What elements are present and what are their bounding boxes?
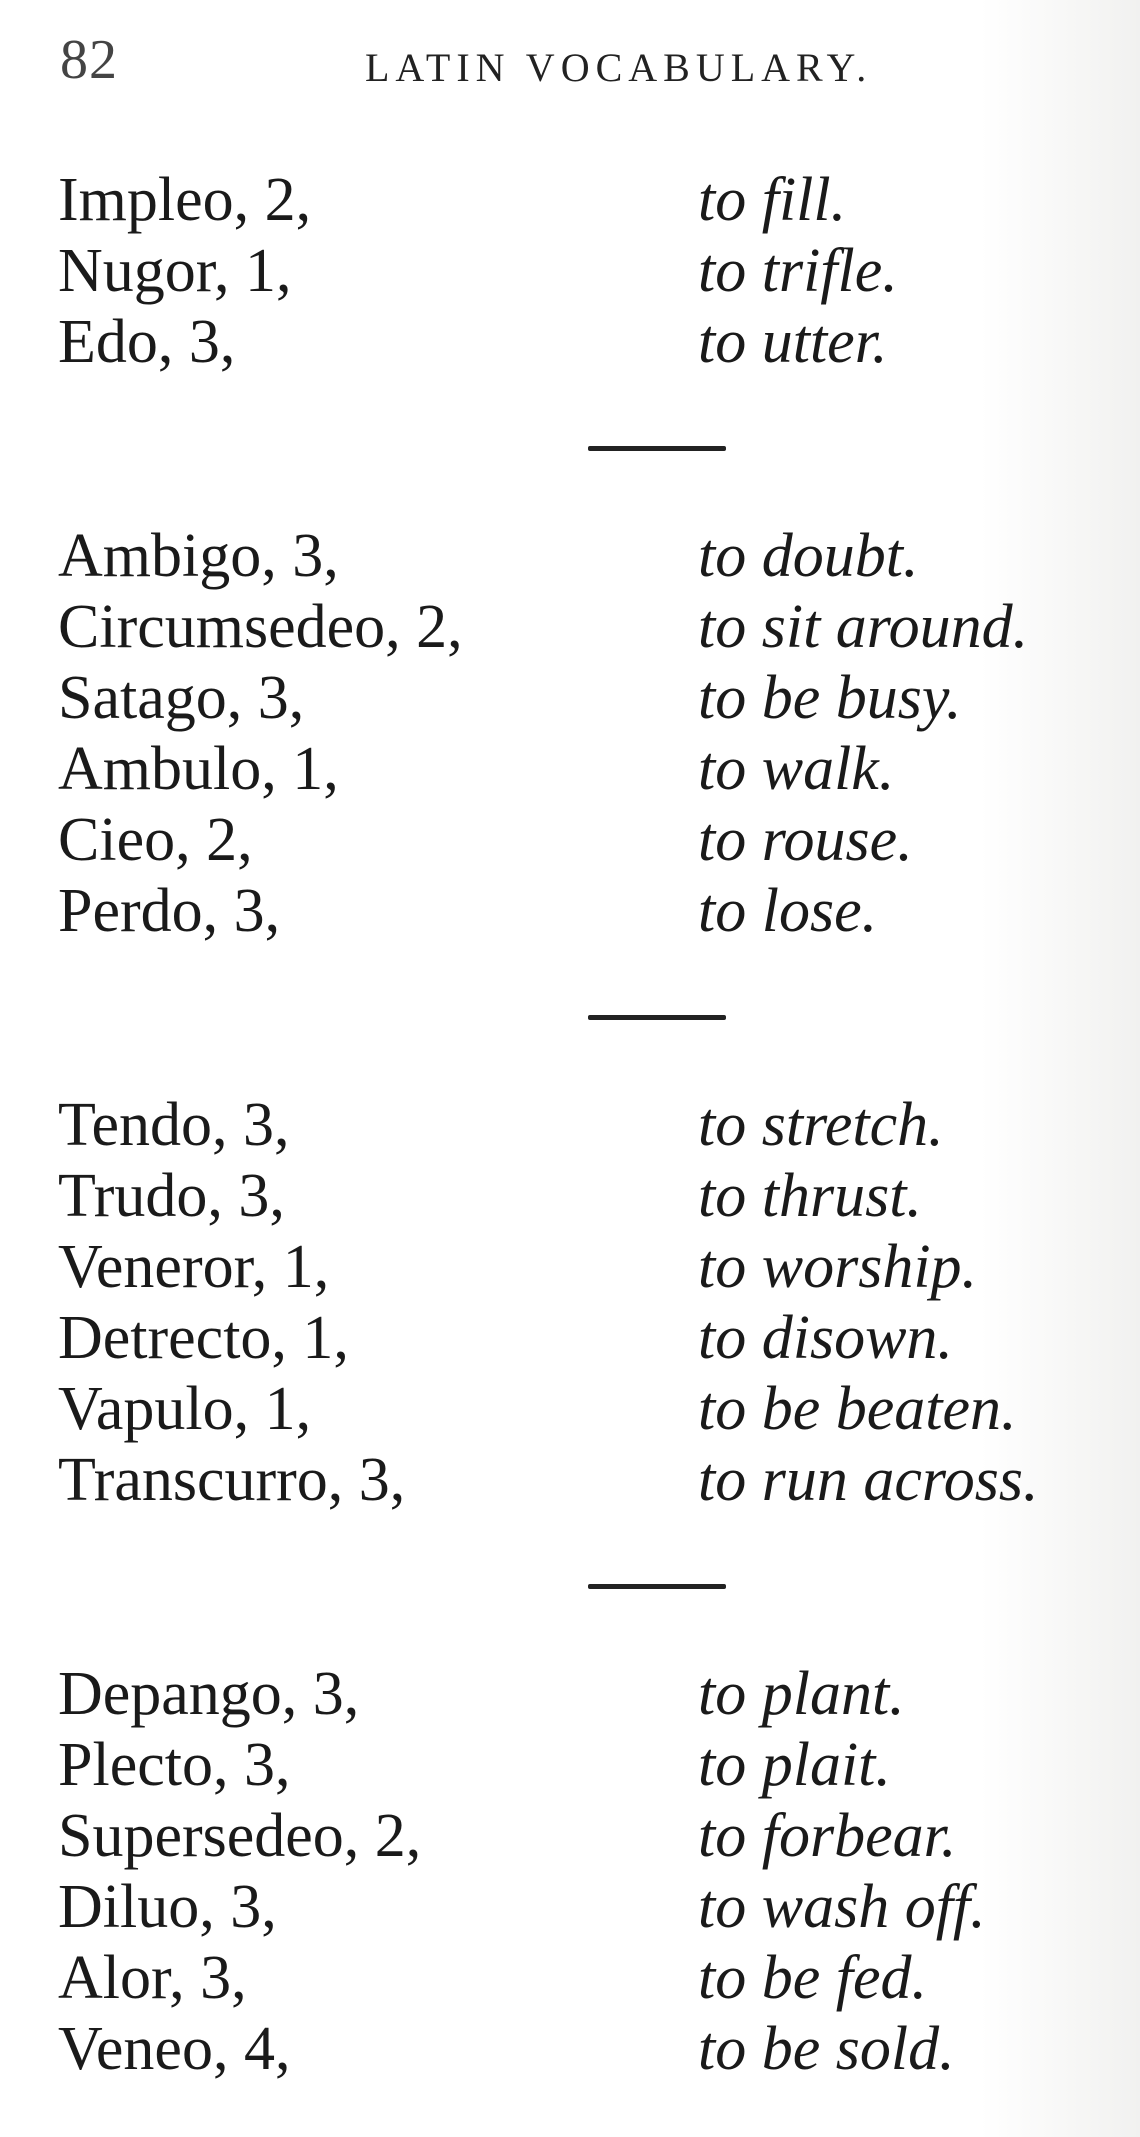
running-head xyxy=(60,28,960,98)
latin-word: Detrecto, 1, xyxy=(58,1304,349,1372)
vocab-entry xyxy=(58,805,1118,876)
vocab-entry xyxy=(58,1445,1118,1516)
english-meaning: to be sold. xyxy=(698,2015,955,2083)
vocab-entry xyxy=(58,1801,1118,1872)
vocab-group xyxy=(58,1090,1118,1516)
english-meaning: to lose. xyxy=(698,877,878,945)
vocab-entry xyxy=(58,1943,1118,2014)
section-divider xyxy=(588,1584,726,1589)
vocab-entry xyxy=(58,1730,1118,1801)
latin-word: Impleo, 2, xyxy=(58,166,312,234)
english-meaning: to plant. xyxy=(698,1660,905,1728)
english-meaning: to sit around. xyxy=(698,593,1029,661)
vocab-entry xyxy=(58,1303,1118,1374)
vocab-group xyxy=(58,1659,1118,2085)
vocab-entry xyxy=(58,663,1118,734)
vocab-entry xyxy=(58,876,1118,947)
english-meaning: to be fed. xyxy=(698,1944,927,2012)
section-divider-wrap xyxy=(58,947,1118,1090)
english-meaning: to utter. xyxy=(698,308,888,376)
english-meaning: to wash off. xyxy=(698,1873,986,1941)
latin-word: Plecto, 3, xyxy=(58,1731,291,1799)
vocab-entry xyxy=(58,2014,1118,2085)
english-meaning: to forbear. xyxy=(698,1802,957,1870)
latin-word: Trudo, 3, xyxy=(58,1162,285,1230)
page-number: 82 xyxy=(60,29,118,91)
english-meaning: to trifle. xyxy=(698,237,898,305)
latin-word: Ambigo, 3, xyxy=(58,522,339,590)
latin-word: Ambulo, 1, xyxy=(58,735,339,803)
section-divider-wrap xyxy=(58,1516,1118,1659)
vocab-entry xyxy=(58,1872,1118,1943)
latin-word: Edo, 3, xyxy=(58,308,236,376)
latin-word: Depango, 3, xyxy=(58,1660,360,1728)
latin-word: Circumsedeo, 2, xyxy=(58,593,463,661)
latin-word: Alor, 3, xyxy=(58,1944,247,2012)
latin-word: Transcurro, 3, xyxy=(58,1446,406,1514)
section-divider xyxy=(588,1015,726,1020)
vocab-entry xyxy=(58,521,1118,592)
latin-word: Nugor, 1, xyxy=(58,237,292,305)
english-meaning: to doubt. xyxy=(698,522,919,590)
vocab-group xyxy=(58,165,1118,378)
english-meaning: to walk. xyxy=(698,735,895,803)
english-meaning: to fill. xyxy=(698,166,847,234)
latin-word: Diluo, 3, xyxy=(58,1873,277,1941)
vocab-entry xyxy=(58,307,1118,378)
english-meaning: to disown. xyxy=(698,1304,953,1372)
vocab-group xyxy=(58,521,1118,947)
latin-word: Tendo, 3, xyxy=(58,1091,290,1159)
vocab-entry xyxy=(58,165,1118,236)
vocab-entry xyxy=(58,1374,1118,1445)
latin-word: Veneror, 1, xyxy=(58,1233,330,1301)
english-meaning: to be busy. xyxy=(698,664,962,732)
vocab-entry xyxy=(58,1161,1118,1232)
latin-word: Satago, 3, xyxy=(58,664,305,732)
vocab-entry xyxy=(58,236,1118,307)
section-divider-wrap xyxy=(58,378,1118,521)
english-meaning: to run across. xyxy=(698,1446,1039,1514)
english-meaning: to be beaten. xyxy=(698,1375,1017,1443)
english-meaning: to worship. xyxy=(698,1233,978,1301)
section-divider xyxy=(588,446,726,451)
latin-word: Cieo, 2, xyxy=(58,806,253,874)
vocab-entry xyxy=(58,592,1118,663)
latin-word: Vapulo, 1, xyxy=(58,1375,312,1443)
vocab-entry xyxy=(58,1659,1118,1730)
english-meaning: to rouse. xyxy=(698,806,913,874)
vocab-entry xyxy=(58,1090,1118,1161)
latin-word: Supersedeo, 2, xyxy=(58,1802,422,1870)
latin-word: Perdo, 3, xyxy=(58,877,281,945)
english-meaning: to plait. xyxy=(698,1731,891,1799)
vocab-entry xyxy=(58,734,1118,805)
page-title: LATIN VOCABULARY. xyxy=(365,45,873,90)
latin-word: Veneo, 4, xyxy=(58,2015,291,2083)
vocabulary-list xyxy=(58,165,1118,2085)
vocab-entry xyxy=(58,1232,1118,1303)
english-meaning: to stretch. xyxy=(698,1091,944,1159)
english-meaning: to thrust. xyxy=(698,1162,922,1230)
